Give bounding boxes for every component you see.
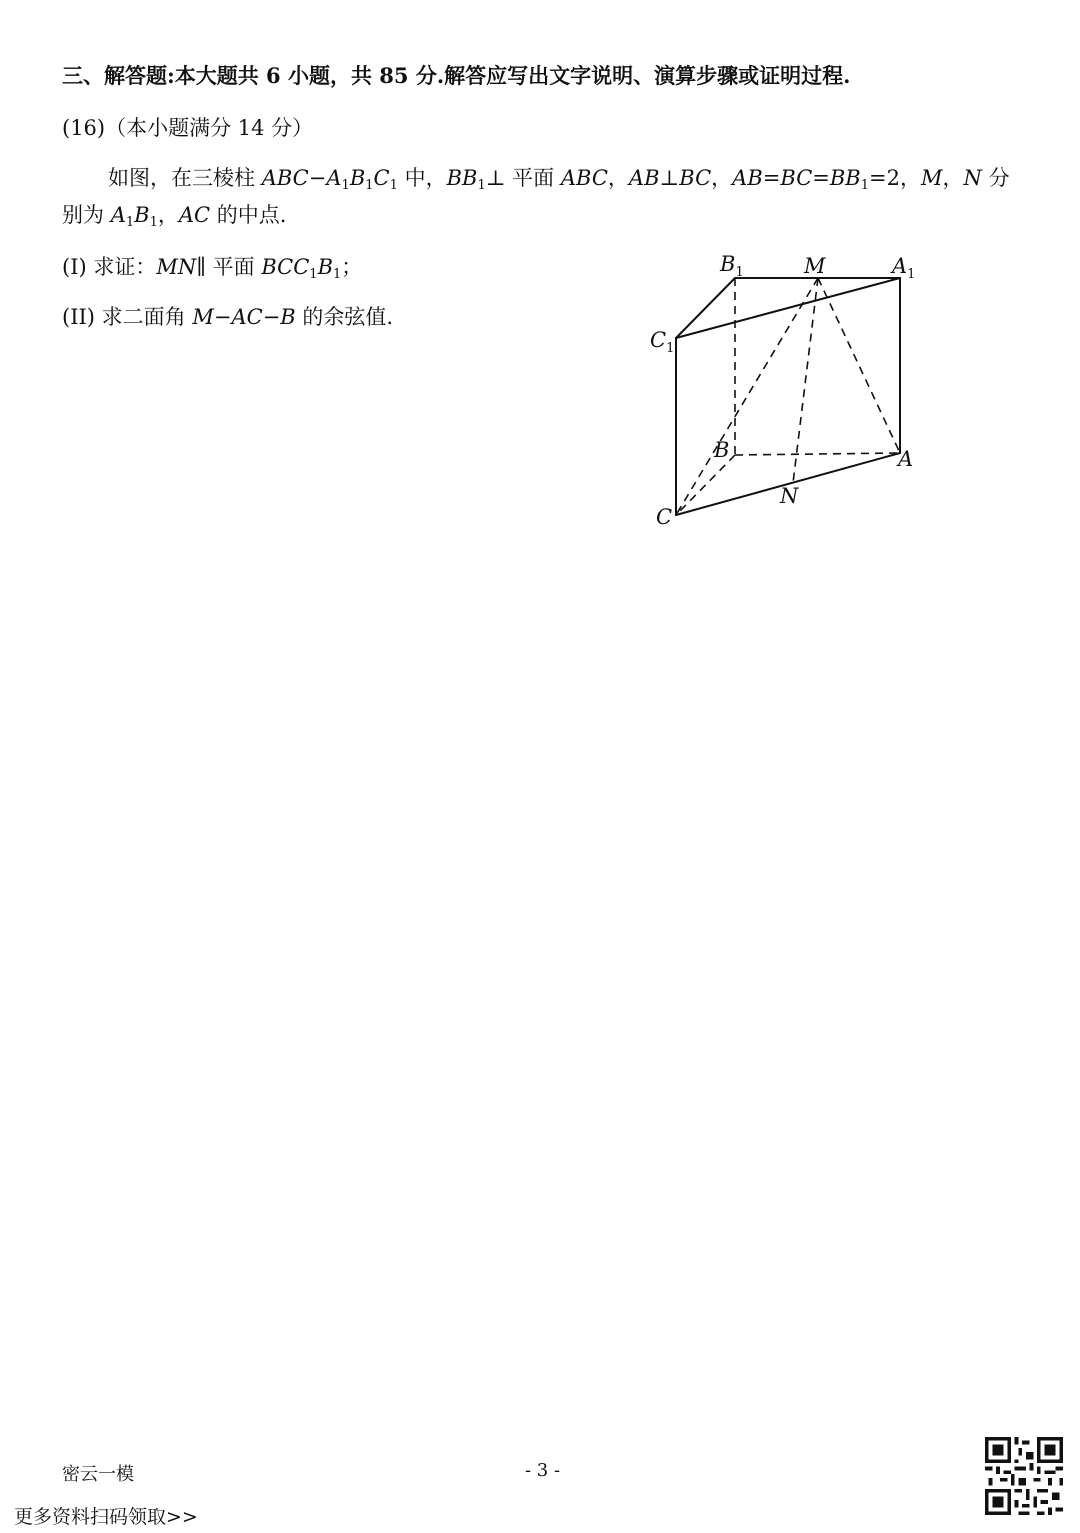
problem-statement-line-1: 如图，在三棱柱 $ABC-A_1B_1C_1$ 中，$BB_1\perp$ 平面 ABC，AB⊥BC，$AB=BC=BB_1=2$，M，N 分 bbox=[108, 166, 1010, 193]
label-a: A bbox=[898, 447, 914, 471]
label-b1: $B_1$ bbox=[720, 252, 744, 280]
segment-m-c bbox=[676, 278, 818, 515]
label-m: M bbox=[804, 254, 826, 278]
segment-m-a bbox=[818, 278, 900, 453]
exam-name: 密云一模 bbox=[62, 1464, 134, 1485]
edge-b1-c1 bbox=[676, 278, 735, 338]
label-n: N bbox=[780, 484, 799, 508]
section-heading: 三、解答题:本大题共 6 小题，共 85 分.解答应写出文字说明、演算步骤或证明过程. bbox=[62, 63, 851, 88]
edge-b-a bbox=[735, 453, 900, 455]
more-resources-link[interactable]: 更多资料扫码领取>> bbox=[14, 1506, 198, 1528]
question-part-2: (II) 求二面角 M−AC−B 的余弦值. bbox=[62, 305, 394, 329]
triangular-prism-figure bbox=[640, 245, 940, 545]
label-a1: $A_1$ bbox=[892, 254, 916, 282]
segment-m-n bbox=[793, 278, 818, 483]
qr-code-icon[interactable] bbox=[985, 1437, 1063, 1515]
label-c: C bbox=[656, 505, 673, 529]
label-b: B bbox=[714, 438, 730, 462]
label-c1: $C_1$ bbox=[650, 328, 675, 356]
page-number: - 3 - bbox=[525, 1460, 561, 1481]
question-number: (16)（本小题满分 14 分） bbox=[62, 116, 314, 140]
question-part-1: (I) 求证：MN∥ 平面 $BCC_1B_1$； bbox=[62, 255, 363, 282]
problem-statement-line-2: 别为 $A_1B_1$，AC 的中点. bbox=[62, 203, 287, 230]
